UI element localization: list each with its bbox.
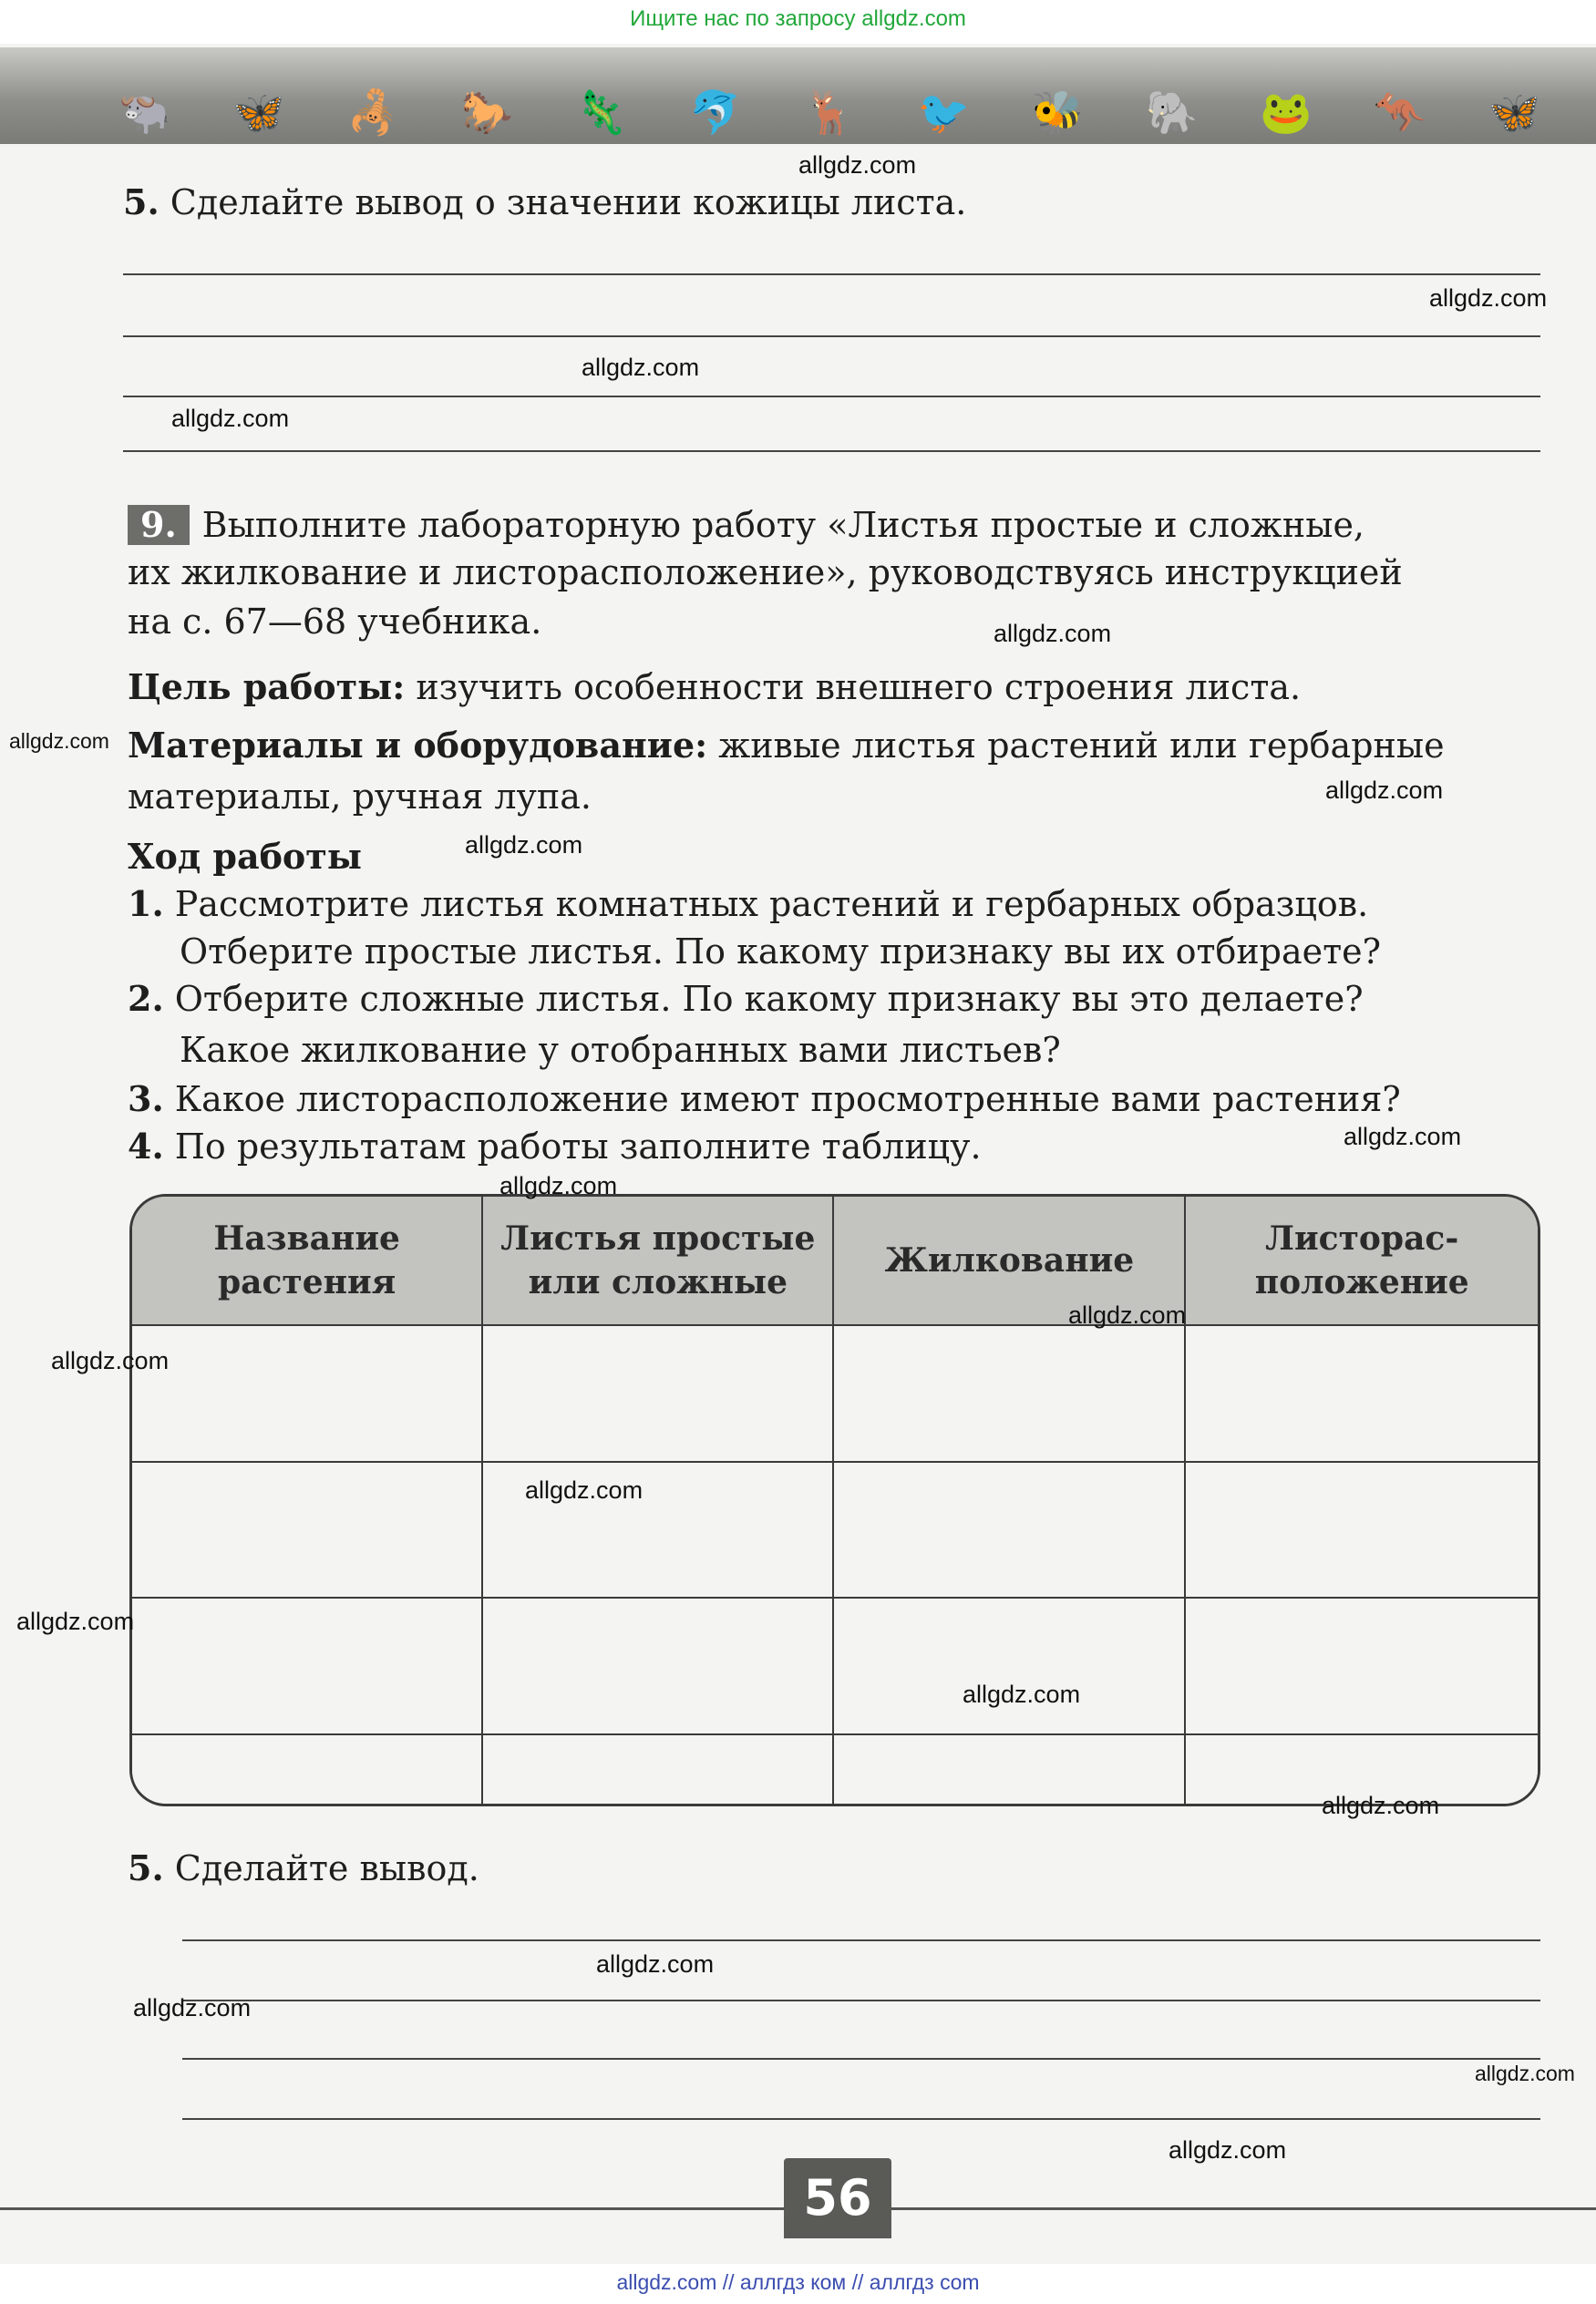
header-text: Листорас- [1265, 1219, 1459, 1258]
results-table [129, 1194, 1540, 1806]
header-text: Жилкование [884, 1241, 1135, 1280]
scorpion-icon: 🦂 [346, 87, 399, 137]
watermark: allgdz.com [51, 1347, 170, 1374]
materials-label: Материалы и оборудование: [128, 725, 708, 766]
table-cell[interactable] [834, 1463, 1186, 1599]
step-1 [128, 880, 1368, 928]
watermark: allgdz.com [1325, 777, 1444, 804]
watermark: allgdz.com [499, 1172, 618, 1199]
watermark: allgdz.com [465, 831, 583, 859]
bee-icon: 🐝 [1031, 87, 1085, 137]
frog-icon: 🐸 [1260, 87, 1313, 137]
table-cell[interactable] [834, 1735, 1186, 1804]
step-3 [128, 1075, 1401, 1123]
watermark: allgdz.com [994, 620, 1112, 647]
table-cell[interactable] [834, 1599, 1186, 1735]
watermark: allgdz.com [1429, 284, 1548, 312]
answer-line[interactable] [123, 335, 1540, 337]
step-text: Отберите сложные листья. По какому признаку вы это делаете? [174, 979, 1364, 1019]
butterfly-icon: 🦋 [1488, 87, 1540, 137]
header-plant-name [132, 1197, 483, 1326]
table-cell[interactable] [132, 1463, 483, 1599]
watermark: allgdz.com [1322, 1792, 1440, 1819]
bottom-banner[interactable]: allgdz.com // аллгдз ком // аллгдз com [0, 2264, 1596, 2304]
table-row [132, 1463, 1538, 1599]
header-leaf-type [483, 1197, 834, 1326]
progress-label: Ход работы [128, 836, 362, 877]
step-text: Рассмотрите листья комнатных растений и гербарных образцов. [174, 884, 1369, 924]
table-cell[interactable] [132, 1599, 483, 1735]
watermark: allgdz.com [596, 1950, 715, 1978]
task9-line-2: их жилкование и листорасположение», руководствуясь инструкцией [128, 552, 1403, 592]
table-row [132, 1326, 1538, 1463]
table-cell[interactable] [132, 1326, 483, 1463]
watermark: allgdz.com [133, 1994, 252, 2021]
goal-label: Цель работы: [128, 666, 406, 707]
task9-text: Выполните лабораторную работу «Листья простые и сложные, [201, 505, 1365, 545]
step-number: 3. [128, 1078, 164, 1119]
table-cell[interactable] [483, 1735, 834, 1804]
task9-line-3: на с. 67—68 учебника. [128, 602, 542, 642]
task5-top-number: 5. [123, 181, 160, 222]
materials-text: живые листья растений или гербарные [707, 725, 1445, 766]
header-text: Листья простые [500, 1219, 816, 1258]
watermark: allgdz.com [9, 729, 109, 753]
answer-line[interactable] [182, 2118, 1540, 2120]
header-arrangement [1186, 1197, 1538, 1326]
table-cell[interactable] [132, 1735, 483, 1804]
task5-bottom-text: Сделайте вывод. [174, 1848, 479, 1888]
task5-bottom [128, 1845, 479, 1892]
butterfly-icon: 🦋 [232, 87, 285, 137]
task9-badge: 9. [128, 505, 190, 545]
table-cell[interactable] [483, 1326, 834, 1463]
header-animals [118, 87, 1540, 137]
step-text: По результатам работы заполните таблицу. [174, 1126, 982, 1167]
answer-line[interactable] [123, 273, 1540, 275]
answer-line[interactable] [123, 396, 1540, 397]
answer-line[interactable] [182, 2000, 1540, 2001]
step-text: Какое листорасположение имеют просмотренные вами растения? [174, 1079, 1401, 1119]
answer-line[interactable] [182, 2058, 1540, 2060]
elephant-icon: 🐘 [1145, 87, 1199, 137]
bird-icon: 🐦 [917, 87, 970, 137]
answer-line[interactable] [182, 1939, 1540, 1941]
table-cell[interactable] [1186, 1326, 1538, 1463]
deer-icon: 🦌 [803, 87, 856, 137]
bison-icon: 🐃 [118, 87, 171, 137]
top-banner[interactable]: Ищите нас по запросу allgdz.com [0, 0, 1596, 44]
watermark: allgdz.com [1068, 1301, 1187, 1329]
step-4 [128, 1123, 982, 1170]
header-text: положение [1254, 1263, 1469, 1301]
step-2 [128, 975, 1364, 1023]
header-text: или сложные [528, 1263, 788, 1301]
header-text: растения [217, 1263, 396, 1301]
step-2-line-2: Какое жилкование у отобранных вами листьев? [180, 1030, 1061, 1070]
watermark: allgdz.com [1169, 2136, 1287, 2164]
answer-line[interactable] [123, 450, 1540, 452]
watermark: allgdz.com [171, 405, 290, 432]
watermark: allgdz.com [16, 1608, 135, 1635]
step-1-line-2: Отберите простые листья. По какому признаку вы их отбираете? [180, 931, 1382, 972]
header-text: Название [213, 1219, 400, 1258]
step-number: 1. [128, 883, 164, 924]
task5-top [123, 179, 966, 226]
step-number: 2. [128, 978, 164, 1019]
page-number: 56 [784, 2158, 891, 2238]
task5-top-text: Сделайте вывод о значении кожицы листа. [170, 182, 967, 222]
materials-text-2: материалы, ручная лупа. [128, 777, 592, 817]
watermark: allgdz.com [798, 151, 917, 179]
goal [128, 663, 1301, 711]
watermark: allgdz.com [582, 354, 700, 381]
table-row [132, 1599, 1538, 1735]
watermark: allgdz.com [1344, 1123, 1462, 1150]
table-cell[interactable] [834, 1326, 1186, 1463]
lizard-icon: 🦎 [574, 87, 628, 137]
task9-line-1 [128, 501, 1364, 549]
dolphin-icon: 🐬 [689, 87, 742, 137]
kangaroo-icon: 🦘 [1374, 87, 1426, 137]
table-cell[interactable] [1186, 1463, 1538, 1599]
step-number: 4. [128, 1126, 164, 1167]
watermark: allgdz.com [1475, 2062, 1575, 2085]
watermark: allgdz.com [963, 1681, 1081, 1708]
goal-text: изучить особенности внешнего строения листа. [405, 667, 1302, 707]
table-header-row [132, 1197, 1538, 1326]
materials [128, 722, 1445, 769]
table-cell[interactable] [483, 1599, 834, 1735]
horse-icon: 🐎 [460, 87, 513, 137]
watermark: allgdz.com [525, 1476, 644, 1504]
task5-bottom-number: 5. [128, 1847, 164, 1888]
table-cell[interactable] [1186, 1599, 1538, 1735]
